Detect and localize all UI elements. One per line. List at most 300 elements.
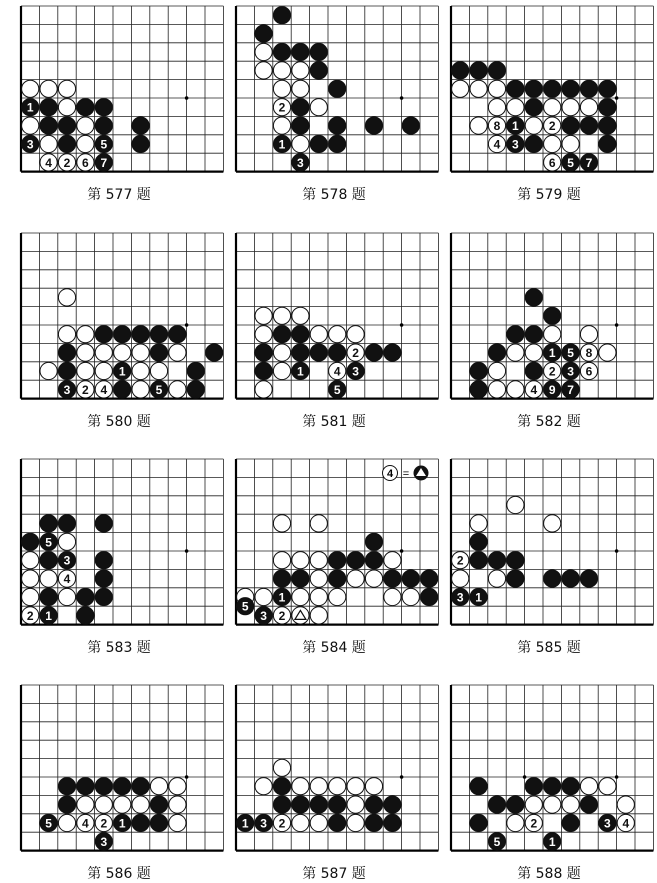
black-stone (544, 80, 561, 97)
white-stone (384, 588, 401, 605)
white-stone (255, 43, 272, 60)
move-number: 6 (82, 155, 89, 170)
move-number: 6 (548, 155, 556, 170)
black-stone (488, 796, 505, 813)
move-number: 7 (100, 155, 108, 170)
move-number: 3 (604, 816, 611, 831)
problem-caption: 第 584 题 (302, 639, 366, 656)
white-stone (525, 117, 542, 134)
black-stone (58, 515, 75, 532)
black-stone (292, 117, 309, 134)
move-number: 7 (585, 155, 593, 170)
star-point (400, 549, 404, 553)
white-stone (488, 362, 505, 379)
white-stone (347, 570, 364, 587)
black-stone (599, 80, 616, 97)
white-stone (365, 570, 382, 587)
move-number: 8 (585, 346, 593, 361)
board-577 (11, 4, 233, 182)
white-stone (77, 362, 94, 379)
black-stone (507, 796, 524, 813)
black-stone (365, 796, 382, 813)
black-stone (562, 80, 579, 97)
board-578 (226, 4, 448, 182)
board-581 (226, 231, 448, 409)
board-582 (441, 231, 657, 409)
move-number: 2 (63, 155, 71, 170)
black-stone (562, 570, 579, 587)
board-584 (226, 457, 448, 635)
white-stone (95, 344, 112, 361)
white-stone (114, 796, 131, 813)
move-number: 1 (278, 590, 286, 605)
white-stone (580, 778, 597, 795)
move-number: 4 (100, 382, 108, 397)
black-stone (132, 778, 149, 795)
black-stone (58, 796, 75, 813)
white-stone (77, 344, 94, 361)
black-stone (488, 62, 505, 79)
problem-caption: 第 586 题 (87, 865, 151, 882)
move-number: 3 (567, 364, 574, 379)
black-stone (40, 515, 57, 532)
black-stone (292, 796, 309, 813)
black-stone (169, 326, 186, 343)
black-stone (365, 814, 382, 831)
star-point (400, 775, 404, 779)
move-number: 2 (530, 816, 538, 831)
move-number: 9 (548, 382, 556, 397)
black-stone (488, 344, 505, 361)
white-stone (169, 778, 186, 795)
black-stone (599, 117, 616, 134)
black-stone (58, 117, 75, 134)
black-stone (132, 814, 149, 831)
white-stone (292, 588, 309, 605)
black-stone (421, 570, 438, 587)
black-stone (95, 552, 112, 569)
black-stone (206, 344, 223, 361)
white-stone (292, 307, 309, 324)
black-stone (562, 814, 579, 831)
black-stone (310, 796, 327, 813)
black-stone (507, 326, 524, 343)
black-stone (562, 778, 579, 795)
black-stone (507, 80, 524, 97)
move-number: 7 (567, 382, 574, 397)
problem-caption: 第 588 题 (517, 865, 581, 882)
white-stone (132, 344, 149, 361)
black-stone (329, 80, 346, 97)
white-stone (544, 515, 561, 532)
black-stone (273, 43, 290, 60)
black-stone (329, 135, 346, 152)
black-stone (365, 344, 382, 361)
black-stone (365, 552, 382, 569)
move-number: 2 (278, 816, 286, 831)
white-stone (599, 344, 616, 361)
black-stone (580, 117, 597, 134)
black-stone (114, 326, 131, 343)
white-stone (95, 796, 112, 813)
black-stone (132, 135, 149, 152)
white-stone (255, 307, 272, 324)
black-stone (599, 135, 616, 152)
black-stone (310, 344, 327, 361)
black-stone (329, 552, 346, 569)
white-stone (150, 778, 167, 795)
white-stone (22, 552, 39, 569)
move-number: 5 (155, 382, 163, 397)
black-stone (150, 344, 167, 361)
black-stone (150, 796, 167, 813)
white-stone (292, 552, 309, 569)
move-number: 2 (82, 382, 89, 397)
black-stone (470, 62, 487, 79)
black-stone (347, 552, 364, 569)
black-stone (273, 778, 290, 795)
white-stone (452, 80, 469, 97)
white-stone (40, 80, 57, 97)
star-point (523, 775, 527, 779)
black-stone (525, 135, 542, 152)
black-stone (329, 344, 346, 361)
black-stone (95, 117, 112, 134)
white-stone (488, 80, 505, 97)
move-number: 5 (241, 599, 249, 614)
move-number: 1 (548, 346, 556, 361)
black-stone (40, 99, 57, 116)
black-stone (150, 326, 167, 343)
white-stone (580, 99, 597, 116)
black-stone (365, 117, 382, 134)
white-stone (329, 326, 346, 343)
move-number: 3 (63, 382, 71, 397)
black-stone (132, 326, 149, 343)
legend-584 (381, 463, 431, 483)
black-stone (384, 796, 401, 813)
black-stone (255, 362, 272, 379)
move-number: 1 (118, 364, 126, 379)
white-stone (255, 62, 272, 79)
black-stone (77, 607, 94, 624)
black-stone (292, 570, 309, 587)
problem-caption: 第 585 题 (517, 639, 581, 656)
black-stone (95, 99, 112, 116)
white-stone (22, 80, 39, 97)
problem-caption: 第 579 题 (517, 186, 581, 203)
move-number: 1 (475, 590, 482, 605)
black-stone (599, 99, 616, 116)
problem-caption: 第 587 题 (302, 865, 366, 882)
white-stone (255, 778, 272, 795)
white-stone (292, 778, 309, 795)
move-number: 2 (352, 346, 359, 361)
move-number: 1 (512, 119, 519, 134)
board-586 (11, 683, 233, 861)
star-point (615, 96, 619, 100)
white-stone (292, 135, 309, 152)
white-stone (562, 99, 579, 116)
white-stone (562, 135, 579, 152)
black-stone (544, 570, 561, 587)
black-stone (525, 80, 542, 97)
white-stone (329, 588, 346, 605)
move-number: 1 (26, 100, 34, 115)
white-stone (384, 552, 401, 569)
black-stone (40, 588, 57, 605)
white-stone (402, 588, 419, 605)
white-stone (273, 80, 290, 97)
black-stone (187, 381, 204, 398)
white-stone (310, 778, 327, 795)
white-stone (525, 796, 542, 813)
white-stone (169, 344, 186, 361)
legend-equals: = (402, 468, 410, 480)
white-stone (255, 381, 272, 398)
white-stone (365, 778, 382, 795)
white-stone (58, 533, 75, 550)
move-number: 5 (100, 137, 108, 152)
white-stone (507, 344, 524, 361)
black-stone (292, 326, 309, 343)
white-stone (562, 796, 579, 813)
black-stone (580, 796, 597, 813)
move-number: 5 (567, 155, 574, 170)
white-stone (292, 814, 309, 831)
white-stone (544, 99, 561, 116)
black-stone (402, 570, 419, 587)
star-point (400, 96, 404, 100)
move-number: 4 (45, 155, 52, 170)
black-stone (470, 362, 487, 379)
black-stone (58, 362, 75, 379)
black-stone (384, 570, 401, 587)
black-stone (40, 552, 57, 569)
black-stone (402, 117, 419, 134)
black-stone (255, 25, 272, 42)
black-stone (114, 778, 131, 795)
white-stone (310, 552, 327, 569)
black-stone (150, 814, 167, 831)
white-stone (507, 381, 524, 398)
white-stone (150, 362, 167, 379)
black-stone (292, 344, 309, 361)
white-stone (488, 570, 505, 587)
white-stone (273, 117, 290, 134)
black-stone (384, 814, 401, 831)
black-stone (310, 62, 327, 79)
black-stone (470, 814, 487, 831)
white-stone (169, 381, 186, 398)
white-stone (599, 778, 616, 795)
white-stone (22, 117, 39, 134)
move-number: 3 (26, 137, 34, 152)
black-stone (95, 326, 112, 343)
move-number: 1 (118, 816, 126, 831)
move-number: 4 (622, 816, 630, 831)
white-stone (310, 588, 327, 605)
problem-caption: 第 577 题 (87, 186, 151, 203)
black-stone (525, 778, 542, 795)
move-number: 1 (548, 834, 556, 849)
star-point (615, 323, 619, 327)
star-point (185, 96, 189, 100)
star-point (400, 323, 404, 327)
move-number: 1 (278, 137, 286, 152)
white-stone (617, 796, 634, 813)
white-stone (273, 344, 290, 361)
white-stone (292, 80, 309, 97)
black-stone (95, 588, 112, 605)
white-stone (544, 326, 561, 343)
black-stone (310, 135, 327, 152)
black-stone (329, 796, 346, 813)
black-stone (273, 326, 290, 343)
white-stone (580, 326, 597, 343)
move-number: 1 (297, 364, 304, 379)
white-stone (292, 62, 309, 79)
board-583 (11, 457, 233, 635)
white-stone (470, 80, 487, 97)
black-stone (525, 362, 542, 379)
white-stone (169, 814, 186, 831)
black-stone (507, 570, 524, 587)
white-stone (114, 344, 131, 361)
move-number: 4 (333, 364, 341, 379)
move-number: 1 (45, 608, 52, 623)
white-stone (347, 796, 364, 813)
white-stone (58, 814, 75, 831)
black-stone (95, 778, 112, 795)
white-stone (525, 344, 542, 361)
white-stone (347, 326, 364, 343)
black-stone (77, 778, 94, 795)
white-stone (452, 570, 469, 587)
white-stone (95, 362, 112, 379)
white-stone (77, 326, 94, 343)
black-stone (95, 570, 112, 587)
white-stone (40, 570, 57, 587)
white-stone (58, 99, 75, 116)
black-stone (580, 570, 597, 587)
black-stone (452, 62, 469, 79)
white-stone (273, 515, 290, 532)
black-stone (384, 344, 401, 361)
white-stone (77, 796, 94, 813)
black-stone (273, 7, 290, 24)
black-stone (310, 43, 327, 60)
white-stone (132, 796, 149, 813)
white-stone (255, 326, 272, 343)
black-stone (470, 381, 487, 398)
move-number: 3 (100, 834, 108, 849)
black-stone (470, 533, 487, 550)
move-number: 4 (493, 137, 501, 152)
board-587 (226, 683, 448, 861)
white-stone (255, 588, 272, 605)
white-stone (507, 99, 524, 116)
move-number: 3 (260, 608, 267, 623)
white-stone (544, 796, 561, 813)
move-number: 3 (512, 137, 519, 152)
black-stone (187, 362, 204, 379)
black-stone (77, 588, 94, 605)
problem-caption: 第 583 题 (87, 639, 151, 656)
problem-caption: 第 582 题 (517, 413, 581, 430)
move-number: 3 (297, 155, 304, 170)
black-stone (58, 778, 75, 795)
black-stone (562, 117, 579, 134)
black-stone (255, 344, 272, 361)
move-number: 2 (548, 364, 556, 379)
move-number: 3 (352, 364, 359, 379)
white-stone (22, 588, 39, 605)
star-point (615, 775, 619, 779)
move-number: 8 (493, 119, 501, 134)
move-number: 2 (278, 608, 286, 623)
black-stone (329, 117, 346, 134)
black-stone (132, 117, 149, 134)
white-stone (132, 381, 149, 398)
white-stone (132, 362, 149, 379)
black-stone (22, 533, 39, 550)
white-stone (273, 307, 290, 324)
white-stone (488, 381, 505, 398)
black-stone (525, 99, 542, 116)
problem-caption: 第 578 题 (302, 186, 366, 203)
black-stone (421, 588, 438, 605)
black-stone (488, 552, 505, 569)
white-stone (273, 362, 290, 379)
white-stone (310, 99, 327, 116)
move-number: 5 (45, 816, 52, 831)
move-number: 6 (585, 364, 593, 379)
black-stone (273, 796, 290, 813)
move-number: 2 (100, 816, 108, 831)
white-stone (329, 778, 346, 795)
white-stone (310, 515, 327, 532)
black-stone (77, 99, 94, 116)
move-number: 4 (530, 382, 538, 397)
board-579 (441, 4, 657, 182)
move-number: 3 (260, 816, 267, 831)
black-stone (544, 307, 561, 324)
white-stone (507, 496, 524, 513)
white-stone (58, 80, 75, 97)
move-number: 5 (45, 535, 52, 550)
board-585 (441, 457, 657, 635)
white-stone (40, 362, 57, 379)
star-point (185, 549, 189, 553)
board-580 (11, 231, 233, 409)
white-stone (310, 326, 327, 343)
move-number: 3 (456, 590, 464, 605)
star-point (185, 775, 189, 779)
black-stone (525, 289, 542, 306)
white-stone (58, 289, 75, 306)
move-number: 4 (82, 816, 89, 831)
move-number: 5 (567, 346, 574, 361)
black-stone (329, 814, 346, 831)
black-stone (292, 99, 309, 116)
move-number: 2 (278, 100, 286, 115)
black-stone (470, 552, 487, 569)
move-number: 2 (26, 608, 34, 623)
problem-caption: 第 581 题 (302, 413, 366, 430)
white-stone (273, 759, 290, 776)
white-stone (169, 796, 186, 813)
